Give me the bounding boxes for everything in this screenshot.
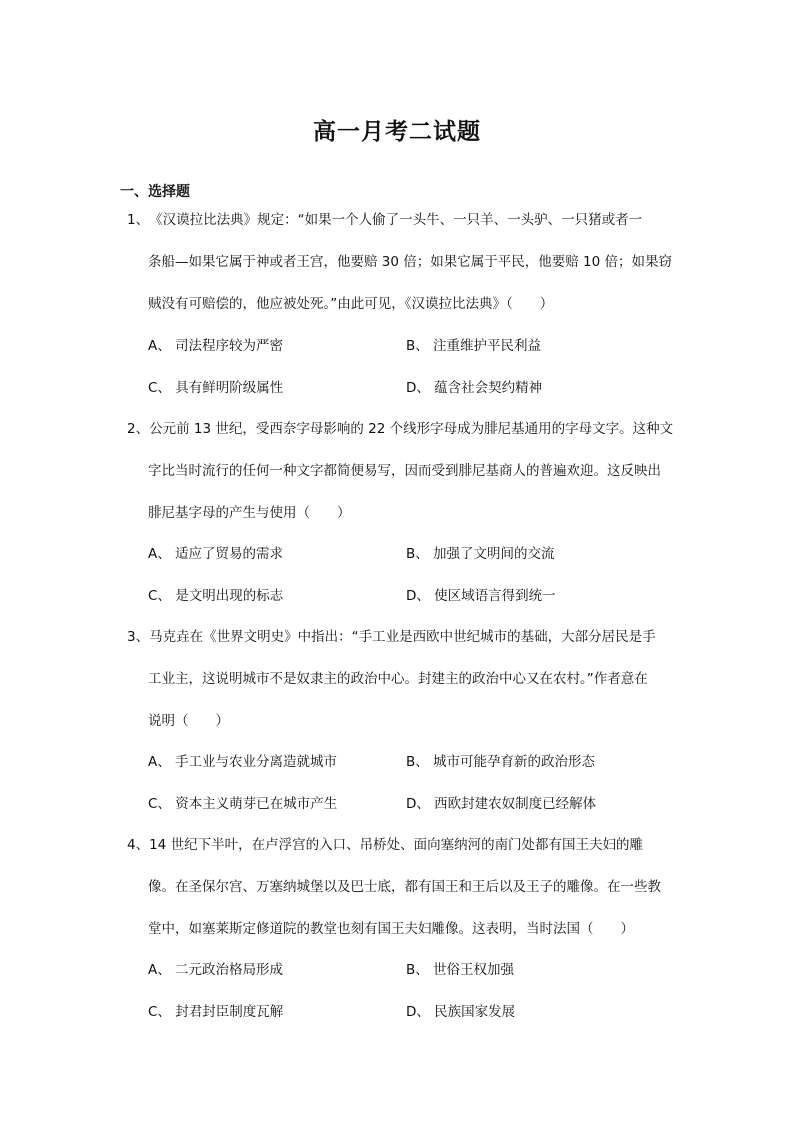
option-a: A、 适应了贸易的需求	[148, 546, 284, 562]
question-number: 1、	[127, 212, 150, 228]
option-d: D、 民族国家发展	[406, 1004, 516, 1020]
option-b: B、 城市可能孕育新的政治形态	[406, 754, 596, 770]
question-stem-line: 像。在圣保尔宫、万塞纳城堡以及巴士底，都有国王和王后以及王子的雕像。在一些教	[148, 879, 661, 895]
question-stem-line: 工业主，这说明城市不是奴隶主的政治中心。封建主的政治中心又在农村。”作者意在	[148, 671, 648, 687]
question-stem-line: 贼没有可赔偿的，他应被处死。”由此可见，《汉谟拉比法典》（ ）	[148, 296, 554, 312]
option-c: C、 具有鲜明阶级属性	[148, 380, 284, 396]
option-a: A、 手工业与农业分离造就城市	[148, 754, 338, 770]
question-number: 2、	[127, 421, 150, 437]
option-b: B、 注重维护平民利益	[406, 338, 542, 354]
question-stem-line: 条船—如果它属于神或者王宫，他要赔 30 倍；如果它属于平民，他要赔 10 倍；如果窃	[148, 254, 673, 270]
question-stem-line: 说明（ ）	[148, 713, 229, 729]
question-number: 3、	[127, 629, 150, 645]
question-stem-line: 1、《汉谟拉比法典》规定：“如果一个人偷了一头牛、一只羊、一头驴、一只猪或者一	[127, 212, 643, 228]
question-stem-line: 2、公元前 13 世纪，受西奈字母影响的 22 个线形字母成为腓尼基通用的字母文字。这种文	[127, 421, 674, 437]
option-c: C、 封君封臣制度瓦解	[148, 1004, 284, 1020]
option-d: D、 使区域语言得到统一	[406, 588, 556, 604]
option-a: A、 二元政治格局形成	[148, 962, 284, 978]
option-d: D、 蕴含社会契约精神	[406, 380, 543, 396]
option-d: D、 西欧封建农奴制度已经解体	[406, 796, 597, 812]
option-c: C、 是文明出现的标志	[148, 588, 284, 604]
section-heading: 一、选择题	[120, 184, 190, 200]
question-stem-line: 堂中，如塞莱斯定修道院的教堂也刻有国王夫妇雕像。这表明，当时法国（ ）	[148, 921, 634, 937]
option-b: B、 加强了文明间的交流	[406, 546, 555, 562]
question-number: 4、	[127, 837, 150, 853]
option-c: C、 资本主义萌芽已在城市产生	[148, 796, 338, 812]
option-b: B、 世俗王权加强	[406, 962, 515, 978]
option-a: A、 司法程序较为严密	[148, 338, 284, 354]
question-stem-line: 4、14 世纪下半叶，在卢浮宫的入口、吊桥处、面向塞纳河的南门处都有国王夫妇的雕	[127, 837, 644, 853]
question-stem-line: 字比当时流行的任何一种文字都简便易写，因而受到腓尼基商人的普遍欢迎。这反映出	[148, 463, 661, 479]
question-stem-line: 3、马克垚在《世界文明史》中指出：“手工业是西欧中世纪城市的基础，大部分居民是手	[127, 629, 656, 645]
question-stem-line: 腓尼基字母的产生与使用（ ）	[148, 505, 351, 521]
page-title: 高一月考二试题	[313, 119, 481, 145]
